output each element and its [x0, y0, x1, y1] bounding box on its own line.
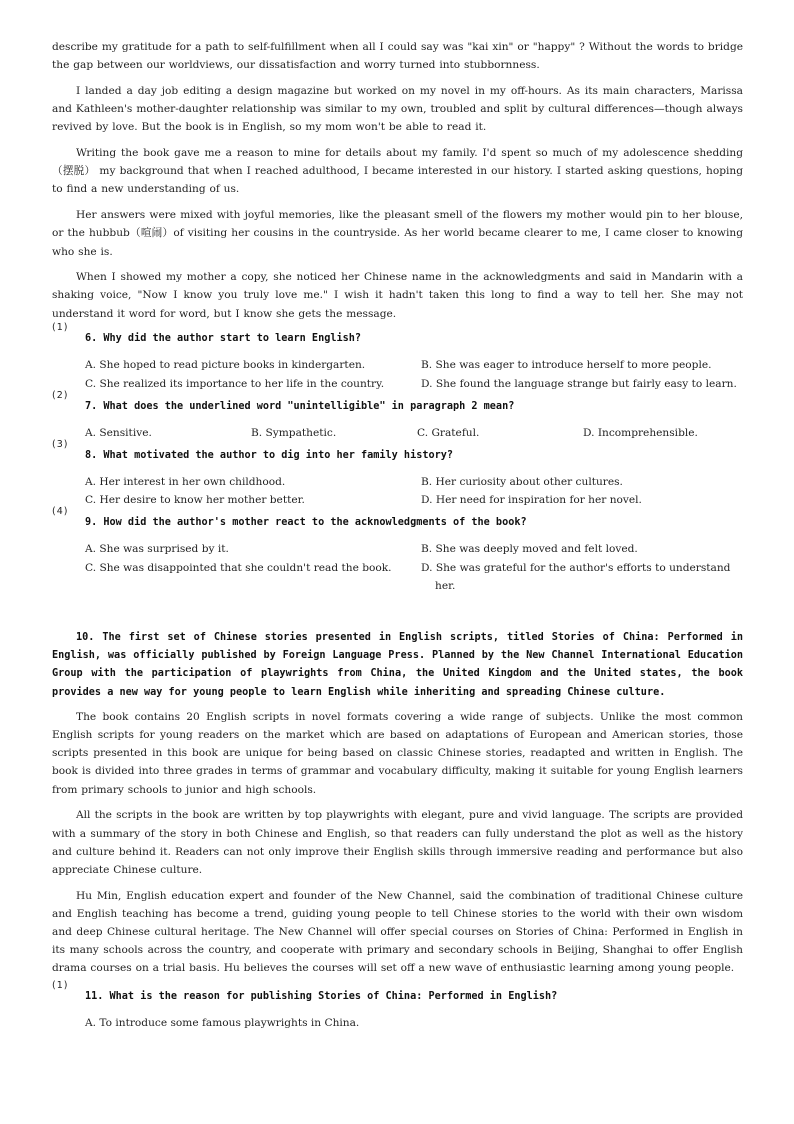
option-a[interactable]: A. She was surprised by it. — [85, 543, 229, 556]
passage1-paragraph: describe my gratitude for a path to self-fulfillment when all I could say was "kai xin" or "happy" ? Without the words to bridge the gap between our worldviews, our dissatisfaction and worry turned into stubbornness. — [52, 41, 743, 72]
options-grid — [52, 473, 743, 509]
question-block — [52, 322, 743, 350]
passage2-paragraph: Hu Min, English education expert and founder of the New Channel, said the combination of traditional Chinese culture and English teaching has become a trend, guiding young people to tell Chinese stories to the world with their own wisdom and deep Chinese cultural heritage. The New Channel will offer special courses on Stories of China: Performed in English in its many schools across the country, and cooperate with primary and secondary schools in Beijing, Shanghai to offer English drama courses on a trial basis. Hu believes the courses will set off a new wave of enthusiastic learning among young people. — [52, 889, 743, 975]
options-grid — [52, 1014, 743, 1032]
passage1-paragraph: Her answers were mixed with joyful memories, like the pleasant smell of the flowers my mother would pin to her blouse, or the hubbub（喧闹）of visiting her cousins in the countryside. As her world became clearer to me, I came closer to knowing who she is. — [52, 209, 743, 258]
option-b[interactable]: B. Her curiosity about other cultures. — [421, 475, 623, 488]
option-a[interactable]: A. To introduce some famous playwrights in China. — [85, 1016, 360, 1029]
option-a[interactable]: A. She hoped to read picture books in kindergarten. — [85, 359, 366, 372]
passage1-paragraph: Writing the book gave me a reason to mine for details about my family. I'd spent so much of my adolescence shedding （摆脱） my background that when I reached adulthood, I became interested in our history. I started asking questions, hoping to find a new understanding of us. — [52, 147, 743, 196]
passage1-paragraph: I landed a day job editing a design magazine but worked on my novel in my off-hours. As its main characters, Marissa and Kathleen's mother-daughter relationship was similar to my own, troubled and split by cultural differences—though always revived by love. But the book is in English, so my mom won't be able to read it. — [52, 84, 743, 134]
question-number: (1) — [52, 322, 69, 334]
question-block — [52, 506, 743, 534]
passage1-paragraph: When I showed my mother a copy, she noticed her Chinese name in the acknowledgments and said in Mandarin with a shaking voice, "Now I know you truly love me." I wish it hadn't taken this long to find a way to tell her. She may not understand it word for word, but I know she gets the message. — [52, 271, 743, 320]
question-block — [52, 438, 743, 467]
question-number: (1) — [52, 979, 69, 991]
question-number: (4) — [52, 506, 69, 518]
question-text: 7. What does the underlined word "unintelligible" in paragraph 2 mean? — [85, 400, 515, 412]
document-page — [52, 38, 743, 1037]
passage2-paragraph: All the scripts in the book are written by top playwrights with elegant, pure and vivid language. The scripts are provided with a summary of the story in both Chinese and English, so that readers can fully understand the plot as well as the history and culture behind it. Readers can not only improve their English skills through immersive reading and performance but also appreciate Chinese culture. — [52, 809, 743, 876]
option-d[interactable]: D. Her need for inspiration for her novel. — [421, 494, 642, 507]
option-b[interactable]: B. She was deeply moved and felt loved. — [421, 543, 638, 556]
question-text: 6. Why did the author start to learn English? — [85, 333, 362, 345]
option-d[interactable]: D. Incomprehensible. — [583, 426, 698, 439]
passage2-intro: 10. The first set of Chinese stories presented in English scripts, titled Stories of China: Performed in English, was officially published by Foreign Language Press. Planned by the New Channel International Education Group with the participation of playwrights from China, the United Kingdom and the United states, the book provides a new way for young people to learn English while inheriting and spreading Chinese culture. — [52, 631, 743, 698]
option-c[interactable]: C. She realized its importance to her life in the country. — [85, 377, 385, 390]
question-number: (2) — [52, 389, 69, 401]
option-b[interactable]: B. She was eager to introduce herself to more people. — [421, 359, 712, 372]
option-a[interactable]: A. Her interest in her own childhood. — [85, 475, 286, 488]
question-text: 8. What motivated the author to dig into her family history? — [85, 449, 454, 461]
options-grid — [52, 540, 743, 595]
passage2-paragraph: The book contains 20 English scripts in novel formats covering a wide range of subjects. Unlike the most common English scripts for young readers on the market which are based on adaptations of European and American stories, those scripts presented in this book are unique for being based on classic Chinese stories, readapted and written in English. The book is divided into three grades in terms of grammar and vocabulary difficulty, making it suitable for young English learners from primary schools to junior and high schools. — [52, 710, 743, 796]
options-grid — [52, 424, 743, 442]
option-b[interactable]: B. Sympathetic. — [251, 426, 337, 439]
option-d[interactable]: D. She found the language strange but fairly easy to learn. — [421, 377, 737, 390]
question-text: 11. What is the reason for publishing Stories of China: Performed in English? — [85, 990, 558, 1002]
option-d[interactable]: D. She was grateful for the author's efforts to understand her. — [421, 561, 731, 592]
options-grid — [52, 356, 743, 392]
option-c[interactable]: C. Grateful. — [417, 426, 480, 439]
question-text: 9. How did the author's mother react to the acknowledgments of the book? — [85, 517, 527, 529]
option-a[interactable]: A. Sensitive. — [85, 426, 152, 439]
option-c[interactable]: C. She was disappointed that she couldn't read the book. — [85, 561, 392, 574]
question-block — [52, 389, 743, 418]
question-number: (3) — [52, 438, 69, 450]
question-block — [52, 979, 743, 1008]
option-c[interactable]: C. Her desire to know her mother better. — [85, 494, 305, 507]
